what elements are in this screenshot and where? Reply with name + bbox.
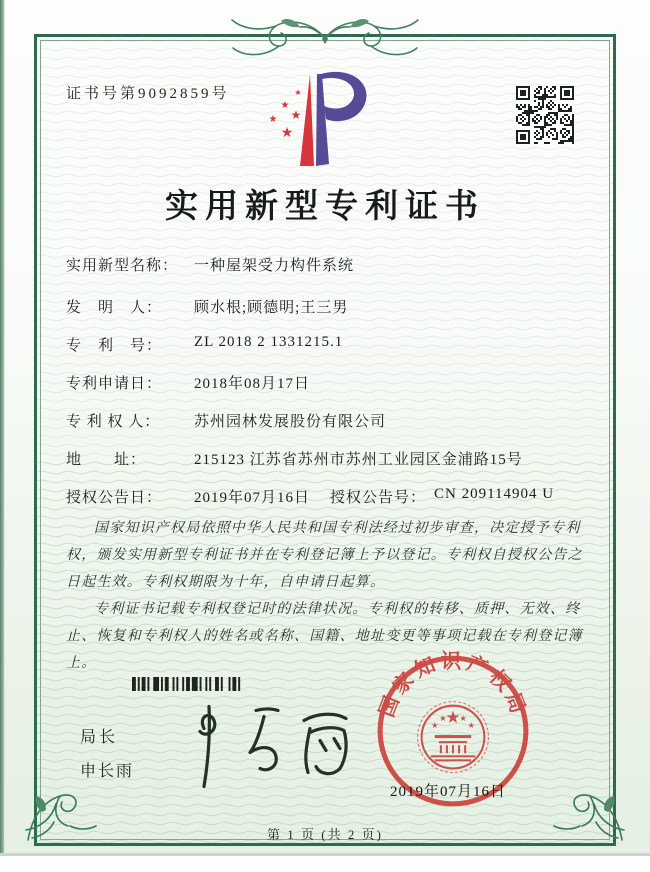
field-value: CN 209114904 U <box>434 486 555 502</box>
field-label: 授权公告号： <box>330 490 427 506</box>
seal-date: 2019年07月16日 <box>390 784 507 800</box>
svg-text:★: ★ <box>445 707 461 728</box>
field-value: 苏州园林发展股份有限公司 <box>194 414 387 430</box>
cnipa-logo-icon <box>258 62 373 174</box>
svg-text:★: ★ <box>294 88 302 97</box>
field-row-grant-date-and-number <box>66 486 586 507</box>
field-label: 地 址： <box>66 452 147 468</box>
svg-text:★: ★ <box>439 712 447 723</box>
svg-text:★: ★ <box>290 108 302 122</box>
field-label: 专 利 权 人： <box>66 414 161 430</box>
field-row-patentee <box>66 410 586 431</box>
field-row-filing-date <box>66 372 586 393</box>
field-row-inventors <box>66 296 586 317</box>
seal-agency-text: 国家知识产权局 <box>376 651 530 721</box>
svg-text:★: ★ <box>459 712 467 723</box>
field-value: 2018年08月17日 <box>194 376 311 392</box>
grant-number-group <box>330 486 554 507</box>
svg-text:★: ★ <box>431 719 439 730</box>
legal-paragraph-1: 国家知识产权局依照中华人民共和国专利法经过初步审查，决定授予专利权，颁发实用新型专利证书并在专利登记簿上予以登记。专利权自授权公告之日起生效。专利权期限为十年，自申请日起算。 <box>66 521 583 590</box>
field-label: 发 明 人： <box>66 300 163 316</box>
signature-icon <box>176 698 356 794</box>
field-value: 2019年07月16日 <box>194 490 311 506</box>
scan-left-edge <box>0 0 5 860</box>
field-label: 专 利 号： <box>66 338 163 354</box>
field-value: 顾水根;顾德明;王三男 <box>194 300 349 316</box>
barcode-icon <box>132 677 244 691</box>
svg-text:★: ★ <box>280 100 290 111</box>
field-label: 专利申请日： <box>66 376 163 392</box>
field-value: ZL 2018 2 1331215.1 <box>194 334 344 350</box>
svg-text:★: ★ <box>280 125 294 141</box>
field-row-patent-number <box>66 334 586 355</box>
page-number: 第 1 页 (共 2 页) <box>267 827 383 842</box>
field-value: 一种屋架受力构件系统 <box>194 258 355 274</box>
qr-code-icon <box>516 86 574 144</box>
certificate-number: 证书号第9092859号 <box>66 86 230 102</box>
floral-ornament-top <box>210 12 440 60</box>
issuer-name: 申长雨 <box>80 763 135 780</box>
field-row-utility-model-name <box>66 254 586 275</box>
certificate-title: 实用新型专利证书 <box>165 189 485 225</box>
scan-bottom-margin <box>0 856 650 872</box>
field-row-address <box>66 448 586 469</box>
legal-paragraph-2: 专利证书记载专利权登记时的法律状况。专利权的转移、质押、无效、终止、恢复和专利权人的姓名或名称、国籍、地址变更等事项记载在专利登记簿上。 <box>66 602 583 671</box>
issuer-title: 局长 <box>80 729 119 746</box>
svg-text:★: ★ <box>268 114 278 125</box>
field-value: 215123 江苏省苏州市苏州工业园区金浦路15号 <box>194 452 523 468</box>
field-label: 授权公告日： <box>66 490 163 506</box>
national-emblem-icon <box>418 702 489 773</box>
field-label: 实用新型名称： <box>66 258 179 274</box>
svg-text:★: ★ <box>467 719 475 730</box>
